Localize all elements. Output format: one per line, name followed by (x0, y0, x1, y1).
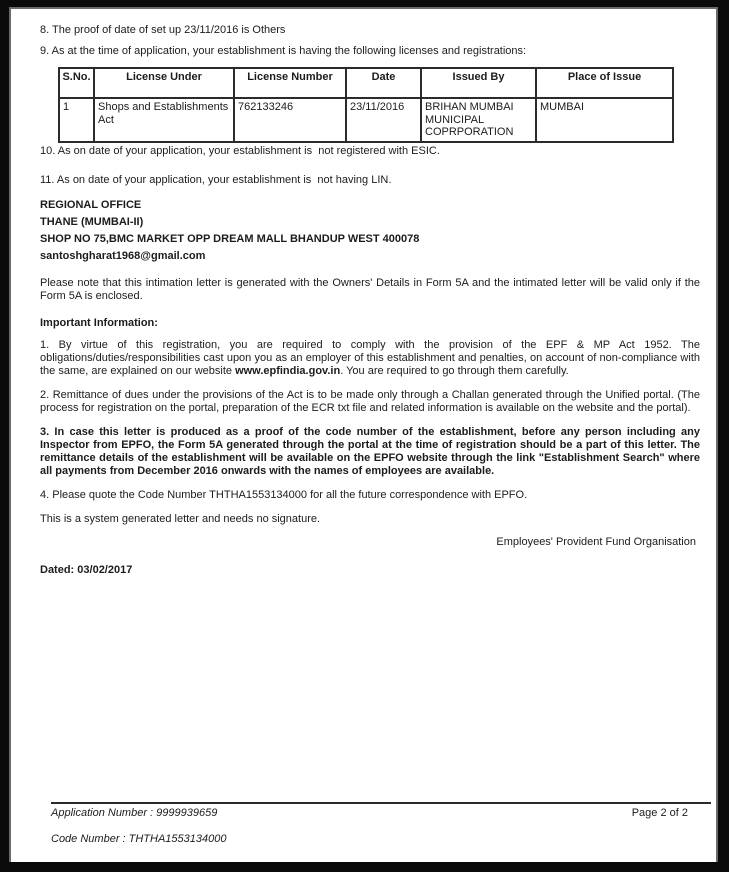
organisation-signature: Employees' Provident Fund Organisation (496, 535, 696, 548)
item-9-licenses-intro: 9. As at the time of application, your establishment is having the following licenses and registrations: (40, 45, 527, 57)
para-1-tail: . You are required to go through them carefully. (340, 364, 569, 377)
letter-page (9, 7, 718, 862)
office-city-line: THANE (MUMBAI-II) (40, 215, 144, 228)
cell-license-under: Shops and Establishments Act (94, 98, 234, 142)
item-8-proof-of-date: 8. The proof of date of set up 23/11/2016 is Others (40, 24, 286, 36)
important-para-3: 3. In case this letter is produced as a proof of the code number of the establishment, before any person including any Inspector from EPFO, the Form 5A generated through the portal at the time of registration should be a part of this letter. The remittance details of the establishment will be available on the EPFO website through the link "Establishment Search" where all payments from December 2016 onwards with the names of employees are available. (40, 425, 700, 477)
page-footer (51, 802, 711, 845)
office-email: santoshgharat1968@gmail.com (40, 249, 206, 262)
important-para-1 (40, 339, 700, 378)
para-1-text: 1. By virtue of this registration, you are required to comply with the provision of the EPF & MP Act 1952. The obligations/duties/responsibilities cast upon you as an employer of this establishment and penalties, on account of non-compliance with the same, are explained on our website (40, 338, 700, 377)
col-header-issued-by: Issued By (421, 68, 536, 98)
regional-office-label: REGIONAL OFFICE (40, 198, 142, 211)
licenses-table (58, 67, 674, 143)
col-header-sno: S.No. (59, 68, 94, 98)
important-para-2: 2. Remittance of dues under the provisions of the Act is to be made only through a Challan generated through the Unified portal. (The process for registration on the portal, preparation of the ECR txt file and related information is available on the website and the portal). (40, 388, 700, 414)
important-information-heading: Important Information: (40, 316, 158, 329)
cell-date: 23/11/2016 (346, 98, 421, 142)
application-number: Application Number : 9999939659 (51, 807, 218, 819)
col-header-license-under: License Under (94, 68, 234, 98)
col-header-place-of-issue: Place of Issue (536, 68, 673, 98)
office-address-line: SHOP NO 75,BMC MARKET OPP DREAM MALL BHANDUP WEST 400078 (40, 232, 420, 245)
form5a-note: Please note that this intimation letter is generated with the Owners' Details in Form 5A and the intimated letter will be valid only if the Form 5A is enclosed. (40, 276, 700, 302)
item-10-esic-status: 10. As on date of your application, your establishment is not registered with ESIC. (40, 144, 440, 157)
item-11-lin-status: 11. As on date of your application, your establishment is not having LIN. (40, 173, 392, 186)
system-generated-note: This is a system generated letter and needs no signature. (40, 512, 321, 525)
cell-issued-by: BRIHAN MUMBAI MUNICIPAL COPRPORATION (421, 98, 536, 142)
code-number: Code Number : THTHA1553134000 (51, 833, 227, 845)
epfindia-website-text: www.epfindia.gov.in (235, 364, 341, 377)
page-indicator: Page 2 of 2 (631, 807, 688, 819)
table-row (59, 98, 673, 142)
col-header-license-number: License Number (234, 68, 346, 98)
col-header-date: Date (346, 68, 421, 98)
table-header-row (59, 68, 673, 98)
cell-sno: 1 (59, 98, 94, 142)
important-para-4: 4. Please quote the Code Number THTHA1553134000 for all the future correspondence with EPFO. (40, 488, 528, 501)
dated-line: Dated: 03/02/2017 (40, 563, 133, 576)
cell-place-of-issue: MUMBAI (536, 98, 673, 142)
cell-license-number: 762133246 (234, 98, 346, 142)
